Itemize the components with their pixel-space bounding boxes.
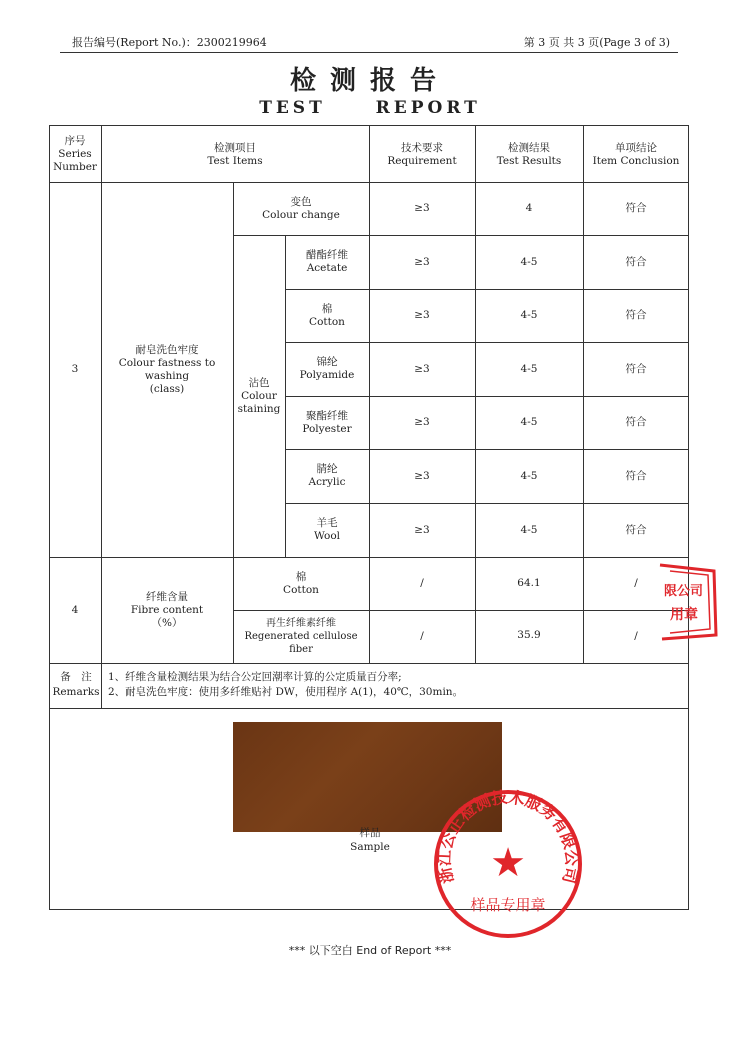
fibre-label: 锦纶 Polyamide bbox=[299, 356, 355, 381]
remarks-text: 1、纤维含量检测结果为结合公定回潮率计算的公定质量百分率; 2、耐皂洗色牢度：使用多纤维贴衬 DW，使用程序 A(1)，40℃，30min。 bbox=[108, 671, 464, 698]
row-divider bbox=[49, 663, 689, 664]
col-header-conclusion: 单项结论 Item Conclusion bbox=[592, 141, 680, 167]
partial-seal-stamp bbox=[656, 563, 718, 641]
col-header-results: 检测结果 Test Results bbox=[496, 141, 562, 167]
partial-seal-line1: 限公司 bbox=[664, 584, 704, 599]
series-number: 4 bbox=[71, 603, 79, 616]
result-value: 4-5 bbox=[520, 362, 538, 375]
conclusion-value: / bbox=[634, 577, 638, 589]
fibre-label: 醋酯纤维 Acetate bbox=[306, 249, 348, 274]
requirement-value: / bbox=[420, 577, 424, 589]
conclusion-value: 符合 bbox=[625, 523, 647, 536]
round-seal-bottom-text: 样品专用章 bbox=[470, 896, 546, 914]
requirement-value: / bbox=[420, 630, 424, 642]
requirement-value: ≥3 bbox=[414, 255, 430, 268]
report-number: 报告编号(Report No.)：2300219964 bbox=[72, 36, 267, 49]
col-header-test-items: 检测项目 Test Items bbox=[207, 141, 263, 167]
fibre-label: 聚酯纤维 Polyester bbox=[302, 409, 352, 435]
conclusion-value: / bbox=[634, 630, 638, 642]
test-item-colour-fastness: 耐皂洗色牢度 Colour fastness to washing (class) bbox=[118, 343, 216, 395]
colour-staining-label: 沾色 Colour staining bbox=[237, 376, 281, 415]
result-value: 4-5 bbox=[520, 309, 538, 321]
page-indicator: 第 3 页 共 3 页(Page 3 of 3) bbox=[523, 36, 670, 49]
partial-seal-line2: 用章 bbox=[670, 607, 698, 623]
result-value: 4-5 bbox=[520, 416, 538, 428]
sample-label: 样品 Sample bbox=[350, 827, 390, 853]
result-value: 4-5 bbox=[520, 469, 538, 482]
remarks-label: 备 注 Remarks bbox=[52, 671, 100, 698]
fibre-part-label: 再生纤维素纤维 Regenerated cellulose fiber bbox=[244, 618, 358, 655]
conclusion-value: 符合 bbox=[625, 416, 647, 428]
star-icon: ★ bbox=[490, 840, 526, 886]
fibre-part-label: 棉 Cotton bbox=[283, 570, 319, 596]
fibre-label: 羊毛 Wool bbox=[313, 517, 341, 542]
round-seal-arc-text: 浙江公正检测技术服务有限公司 bbox=[434, 787, 582, 886]
result-value: 4-5 bbox=[520, 255, 538, 268]
series-number: 3 bbox=[71, 363, 79, 375]
title-english: TEST REPORT bbox=[259, 98, 481, 118]
requirement-value: ≥3 bbox=[414, 523, 430, 536]
title-chinese: 检测报告 bbox=[289, 66, 450, 96]
requirement-value: ≥3 bbox=[414, 362, 430, 375]
row-divider bbox=[49, 708, 689, 709]
col-header-requirement: 技术要求 Requirement bbox=[387, 141, 457, 167]
requirement-value: ≥3 bbox=[414, 202, 430, 214]
conclusion-value: 符合 bbox=[625, 309, 647, 321]
end-of-report: *** 以下空白 End of Report *** bbox=[288, 944, 452, 957]
conclusion-value: 符合 bbox=[625, 255, 647, 268]
conclusion-value: 符合 bbox=[625, 362, 647, 375]
test-item-fibre-content: 纤维含量 Fibre content （%） bbox=[130, 590, 204, 629]
requirement-value: ≥3 bbox=[414, 469, 430, 482]
fibre-label: 棉 Cotton bbox=[309, 302, 345, 328]
result-value: 4 bbox=[525, 202, 533, 214]
result-value: 64.1 bbox=[517, 577, 541, 589]
conclusion-value: 符合 bbox=[625, 469, 647, 482]
colour-change-label: 变色 Colour change bbox=[262, 195, 340, 221]
conclusion-value: 符合 bbox=[625, 202, 647, 214]
result-value: 35.9 bbox=[517, 628, 541, 641]
result-value: 4-5 bbox=[520, 523, 538, 536]
requirement-value: ≥3 bbox=[414, 416, 430, 428]
col-header-series: 序号 Series Number bbox=[53, 135, 97, 173]
round-seal-stamp bbox=[428, 784, 588, 944]
requirement-value: ≥3 bbox=[414, 309, 430, 321]
header-divider bbox=[60, 52, 678, 53]
fibre-label: 腈纶 Acrylic bbox=[308, 463, 346, 488]
